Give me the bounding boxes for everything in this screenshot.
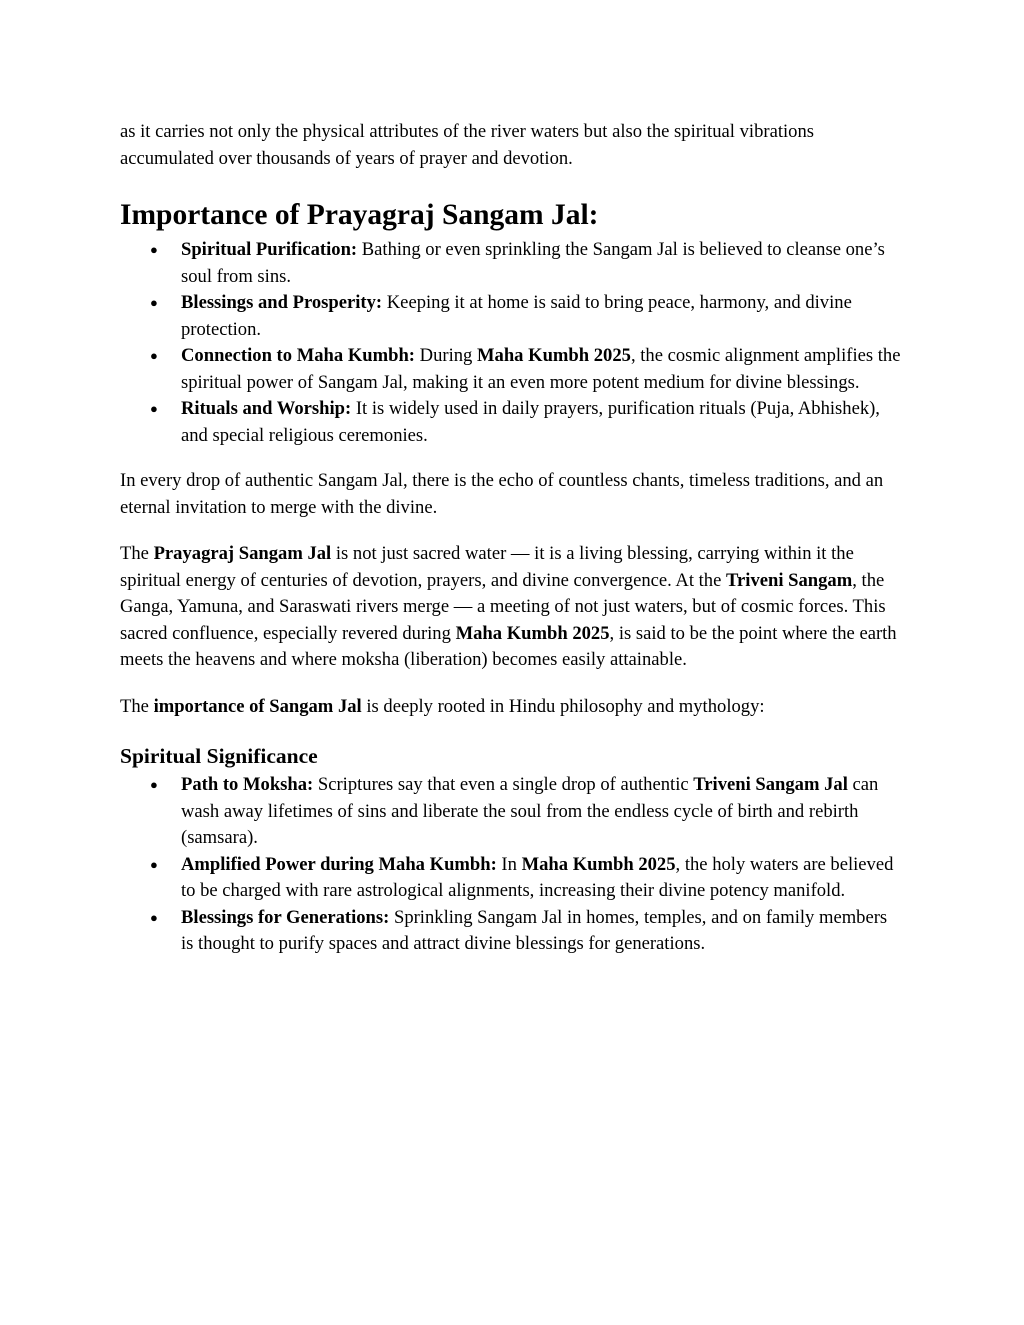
heading-spiritual-significance: Spiritual Significance bbox=[120, 744, 318, 768]
list-item bbox=[120, 343, 904, 396]
importance-list bbox=[120, 237, 904, 449]
list-item-text: Sprinkling Sangam Jal in homes, temples, and on family members is thought to purify spaces and attract divine blessings for generations. bbox=[181, 906, 888, 954]
list-item-emphasis: Triveni Sangam Jal bbox=[693, 774, 848, 795]
bullet-icon: ● bbox=[150, 295, 158, 310]
list-item-text: , the holy waters are believed to be charged with rare astrological alignments, increasing their divine potency manifold. bbox=[181, 853, 894, 901]
list-item-term: Blessings for Generations: bbox=[181, 906, 390, 928]
paragraph-living-blessing bbox=[120, 541, 904, 674]
text-run: The bbox=[120, 695, 154, 717]
list-item-text: Bathing or even sprinkling the Sangam Jal is believed to cleanse one’s soul from sins. bbox=[181, 239, 885, 287]
emphasis-run: Maha Kumbh 2025 bbox=[455, 622, 610, 644]
emphasis-run: Triveni Sangam bbox=[726, 569, 853, 591]
bullet-icon: ● bbox=[150, 909, 158, 925]
list-item-text: In bbox=[496, 853, 522, 875]
list-item-term: Amplified Power during Maha Kumbh: bbox=[181, 853, 497, 875]
bullet-icon: ● bbox=[150, 856, 158, 872]
list-item-term: Connection to Maha Kumbh: bbox=[181, 345, 415, 366]
list-item bbox=[120, 852, 904, 905]
list-item-text: , the cosmic alignment amplifies the spiritual power of Sangam Jal, making it an even more potent medium for divine blessings. bbox=[181, 345, 901, 393]
list-item bbox=[120, 396, 904, 449]
text-run: is not just sacred water — it is a living blessing, carrying within it the spiritual energy of centuries of devotion, prayers, and divine convergence. At the bbox=[120, 543, 854, 591]
list-item-term: Rituals and Worship: bbox=[181, 398, 352, 419]
list-item-text: It is widely used in daily prayers, purification rituals (Puja, Abhishek), and special religious ceremonies. bbox=[181, 398, 880, 446]
list-item-text: During bbox=[415, 345, 477, 366]
text-run: , the Ganga, Yamuna, and Saraswati rivers merge — a meeting of not just waters, but of cosmic forces. This sacred confluence, especially revered during bbox=[120, 569, 886, 644]
list-item bbox=[120, 905, 904, 958]
list-item-text: Scriptures say that even a single drop of authentic bbox=[313, 774, 694, 795]
list-item-text: can wash away lifetimes of sins and liberate the soul from the endless cycle of birth and rebirth (samsara). bbox=[181, 774, 879, 848]
emphasis-run: Prayagraj Sangam Jal bbox=[153, 543, 332, 564]
bullet-icon: ● bbox=[150, 777, 158, 792]
list-item bbox=[120, 237, 904, 290]
list-item bbox=[120, 290, 904, 343]
heading-importance: Importance of Prayagraj Sangam Jal: bbox=[120, 199, 599, 231]
list-item-emphasis: Maha Kumbh 2025 bbox=[476, 345, 631, 366]
intro-line-1: as it carries not only the physical attributes of the river waters but also the spiritual vibrations bbox=[120, 121, 814, 142]
list-item-term: Blessings and Prosperity: bbox=[181, 292, 383, 313]
list-item-term: Spiritual Purification: bbox=[181, 239, 358, 260]
list-item-term: Path to Moksha: bbox=[181, 774, 314, 795]
significance-list bbox=[120, 772, 904, 958]
list-item bbox=[120, 772, 904, 852]
intro-line-2: accumulated over thousands of years of prayer and devotion. bbox=[120, 147, 573, 169]
text-run: The bbox=[120, 543, 154, 564]
list-item-emphasis: Maha Kumbh 2025 bbox=[521, 853, 676, 875]
bullet-icon: ● bbox=[150, 242, 158, 257]
list-item-text: Keeping it at home is said to bring peace, harmony, and divine protection. bbox=[181, 292, 852, 340]
intro-paragraph bbox=[120, 119, 904, 172]
paragraph-echo: In every drop of authentic Sangam Jal, there is the echo of countless chants, timeless traditions, and an eternal invitation to merge with the divine. bbox=[120, 470, 884, 518]
text-run: is deeply rooted in Hindu philosophy and mythology: bbox=[361, 695, 765, 717]
text-run: , is said to be the point where the earth meets the heavens and where moksha (liberation) becomes easily attainable. bbox=[120, 622, 897, 670]
emphasis-run: importance of Sangam Jal bbox=[153, 695, 362, 717]
bullet-icon: ● bbox=[150, 348, 158, 363]
paragraph-rooted bbox=[120, 694, 904, 721]
bullet-icon: ● bbox=[150, 401, 158, 416]
